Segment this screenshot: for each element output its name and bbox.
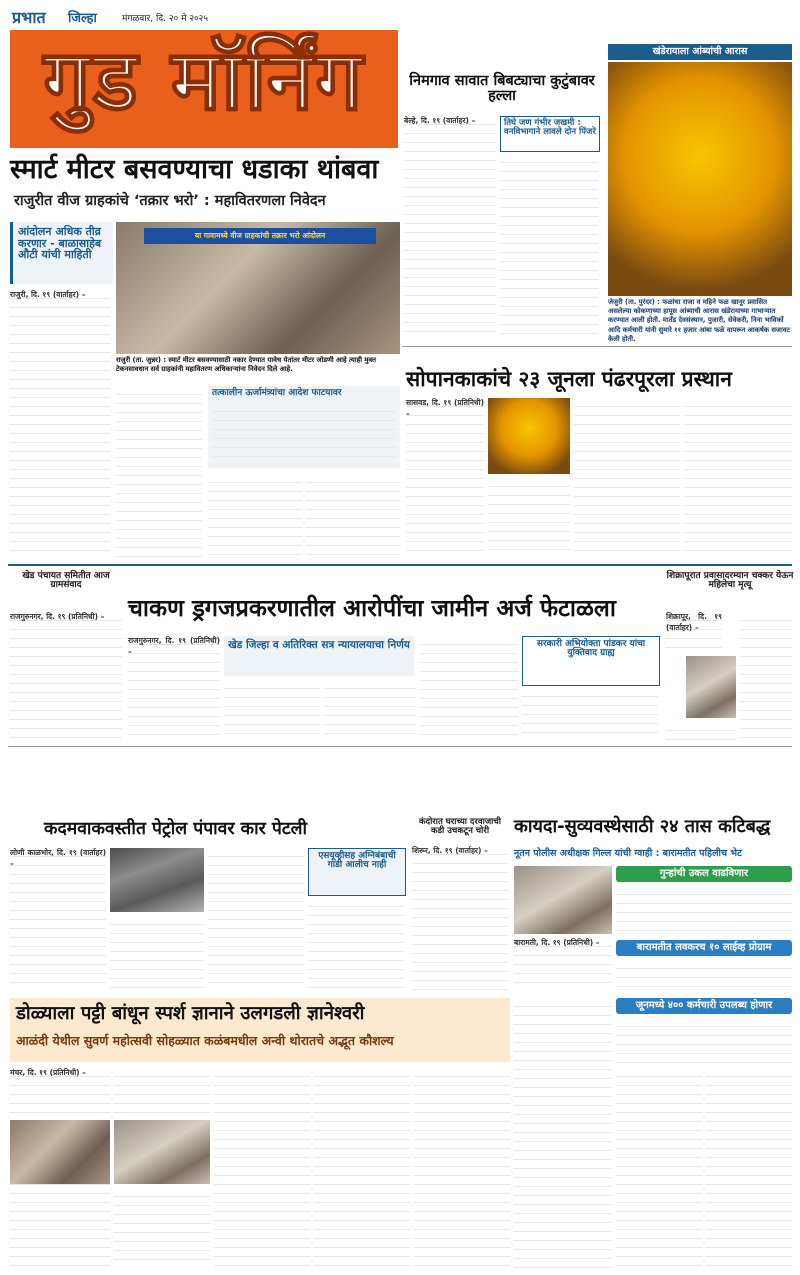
theft-headline: कंदोरात घराच्या दरवाजाची कडी उचकटून चोरी (419, 817, 501, 836)
blind-subhead: आळंदी येथील सुवर्ण महोत्सवी सोहळ्यात कळंबमधील अन्वी थोरातचे अद्भूत कौशल्य (16, 1033, 394, 1048)
lead-order-box (208, 386, 400, 468)
sopan-col3 (574, 398, 680, 558)
kadam-dateline: लोणी काळभोर, दि. १९ (वार्ताहर) – (10, 848, 106, 868)
kadam-col4 (308, 898, 404, 990)
chakan-advocate-head: सरकारी अभियोक्ता पांडकर यांचा युक्तिवाद ग्राह्य (536, 639, 646, 659)
protest-banner: या गावामध्ये वीज ग्राहकांची तक्रार भरो आंदोलन (144, 228, 376, 244)
police-box3-head: जूनमध्ये ४०० कर्मचारी उपलब्ध होणार (616, 998, 792, 1014)
kadam-col2 (110, 916, 204, 990)
police-subhead: नूतन पोलीस अधीक्षक गिल्ल यांची ग्वाही : बारामतीत पहिलीच भेट (514, 848, 742, 859)
khandoba-photo (608, 62, 792, 296)
blind-col5 (414, 1068, 510, 1268)
masthead-bar (10, 6, 400, 28)
lead-photo-caption: राजुरी (ता. जुन्नर) : स्मार्ट मीटर बसवण्यासाठी नकार देण्यात यावेच येतांतर मीटर जोडणी आहे त्याही मुक्त टेकनसावधान सर्व ग्राहकांनी महावितरण अधिकाऱ्यांना निवेदन दिले आहे. (116, 356, 376, 374)
nimgaon-inset (500, 116, 600, 152)
lead-col3 (208, 474, 302, 558)
nimgaon-dateline: बेल्हे, दि. १९ (वार्ताहर) – (404, 116, 476, 125)
shikrapur-col-top (666, 612, 722, 652)
nimgaon-headline: निमगाव सावात बिबट्याचा कुटुंबावर हल्ला (409, 73, 595, 105)
issue-date: मंगळवार, दि. २० मे २०२५ (122, 14, 209, 24)
chakan-dateline: राजगुरुनगर, दि. १९ (प्रतिनिधी) – (128, 636, 220, 656)
sopan-col4 (684, 398, 792, 558)
blind-photo-2 (114, 1120, 210, 1184)
khandoba-caption: जेजुरी (ता. पुरंदर) : फळांचा राजा व महिने फळ खानूर प्रवासित असलेल्या कोकणाच्या हापूस आंब्याची आरास खंडेरायाच्या गाभाऱ्यात करण्यात आली होती. मार्तंड देवसंस्थान, पुजारी, सेवेकरी, निना भाविकों आदि कर्मचारी यांनी सुमारे ११ हजार आंबा फळे वापरून आकर्षक सजावट केली होती. (608, 298, 790, 342)
police-col4 (706, 1068, 792, 1268)
khandoba-label: खंडेरायाला आंब्यांची आरास (652, 46, 748, 57)
lead-dateline: राजुरी, दि. १९ (वार्ताहर) – (10, 290, 86, 299)
divider (402, 346, 792, 347)
lead-col2 (116, 386, 202, 558)
blind-headline: डोळ्याला पट्टी बांधून स्पर्श ज्ञानाने उलगडली ज्ञानेश्वरी (16, 1003, 365, 1024)
sopan-col1 (406, 398, 484, 558)
theft-col (412, 846, 508, 990)
shikrapur-col1 (740, 612, 792, 740)
police-col2 (514, 998, 612, 1268)
police-box1-text (616, 886, 792, 936)
police-headline: कायदा-सुव्यवस्थेसाठी २४ तास कटिबद्ध (514, 816, 771, 837)
kadam-col3 (208, 848, 304, 990)
police-box2-head: बारामतीत लवकरच १० लाईव्ह प्रोग्राम (616, 940, 792, 956)
lead-col1 (10, 290, 110, 558)
shikrapur-col2 (666, 722, 736, 740)
police-box2-text (616, 960, 792, 990)
masthead-title: गुड मॉर्निंग (43, 31, 365, 129)
chakan-col4 (420, 636, 518, 740)
brand-logo: प्रभात (12, 8, 46, 27)
lead-col4 (306, 474, 400, 558)
nimgaon-col2 (500, 154, 598, 338)
chakan-col2 (224, 680, 320, 740)
gramsamvad-dateline: राजगुरुनगर, दि. १९ (प्रतिनिधी) – (10, 612, 105, 621)
blind-col2b (114, 1188, 210, 1268)
police-dateline: बारामती, दि. १९ (प्रतिनिधी) – (514, 938, 600, 947)
chakan-headline: चाकण ड्रगजप्रकरणातील आरोपींचा जामीन अर्ज फेटाळला (128, 594, 616, 622)
section-rule (8, 564, 792, 566)
kadam-inset-head: एसयूव्हीसह अग्निबंबाची गाडी आलीच नाही (318, 851, 396, 871)
sopan-col2 (488, 478, 570, 558)
woman-photo (686, 656, 736, 718)
car-photo (110, 848, 204, 912)
kadam-headline: कदमवाकवस्तीत पेट्रोल पंपावर कार पेटली (44, 819, 308, 839)
masthead-banner (10, 30, 398, 148)
chakan-advocate-box (522, 636, 660, 686)
lead-photo (116, 222, 400, 354)
lead-side-note-box (10, 222, 113, 284)
kadam-col1 (10, 848, 106, 990)
chakan-col5 (522, 688, 658, 740)
kadam-inset (308, 848, 406, 896)
gramsamvad-head: खेड पंचायत समितीत आज ग्रामसंवाद (22, 571, 110, 591)
shikrapur-head: शिक्रापूरात प्रवासादरम्यान चक्कर येऊन महिलेचा मृत्यू (666, 571, 794, 591)
theft-dateline: शिरूर, दि. १९ (वार्ताहर) – (412, 846, 488, 855)
sopan-photo (488, 398, 570, 474)
lead-subhead: राजुरीत वीज ग्राहकांचे ‘तक्रार भरो’ : महावितरणला निवेदन (14, 193, 326, 209)
chakan-court-box (224, 636, 414, 676)
lead-side-note: आंदोलन अधिक तीव्र करणार - बाळासाहेब औटी यांची माहिती (18, 225, 102, 262)
blind-col4 (314, 1068, 410, 1268)
officer-photo (514, 866, 612, 934)
lead-order-head: तत्कालीन ऊर्जामंत्र्यांचा आदेश फाटयावर (212, 388, 342, 398)
khandoba-label-bar (608, 44, 792, 60)
nimgaon-inset-head: तिघे जण गंभीर जखमी : वनविभागाने लावले दोन पिंजरे (504, 118, 596, 137)
blind-col2 (114, 1068, 210, 1116)
sopan-dateline: सासवड, दि. १९ (प्रतिनिधी) – (406, 398, 484, 418)
edition-label: जिल्हा (68, 11, 97, 26)
police-box3-text (616, 1018, 792, 1064)
chakan-col3 (324, 680, 416, 740)
blind-col3 (214, 1068, 310, 1268)
nimgaon-col1 (404, 116, 496, 338)
chakan-court-head: खेड जिल्हा व अतिरिक्त सत्र न्यायालयाचा निर्णय (228, 639, 410, 651)
shikrapur-dateline: शिक्रापूर, दि. १९ (वार्ताहर) – (666, 612, 722, 632)
police-col1 (514, 938, 612, 990)
blind-head-box (10, 998, 510, 1062)
blind-photo-1 (10, 1120, 110, 1184)
lead-order-text (212, 403, 396, 465)
blind-dateline: मंचर, दि. १९ (प्रतिनिधी) – (10, 1068, 86, 1077)
police-col3 (616, 1068, 702, 1268)
divider (8, 746, 792, 747)
gramsamvad-col (10, 612, 122, 740)
sopan-headline: सोपानकाकांचे २३ जूनला पंढरपूरला प्रस्थान (406, 367, 732, 391)
lead-headline: स्मार्ट मीटर बसवण्याचा धडाका थांबवा (10, 154, 379, 185)
chakan-col1 (128, 636, 220, 740)
police-box1-head: गुन्हांची उकल वाढविणार (616, 866, 792, 882)
